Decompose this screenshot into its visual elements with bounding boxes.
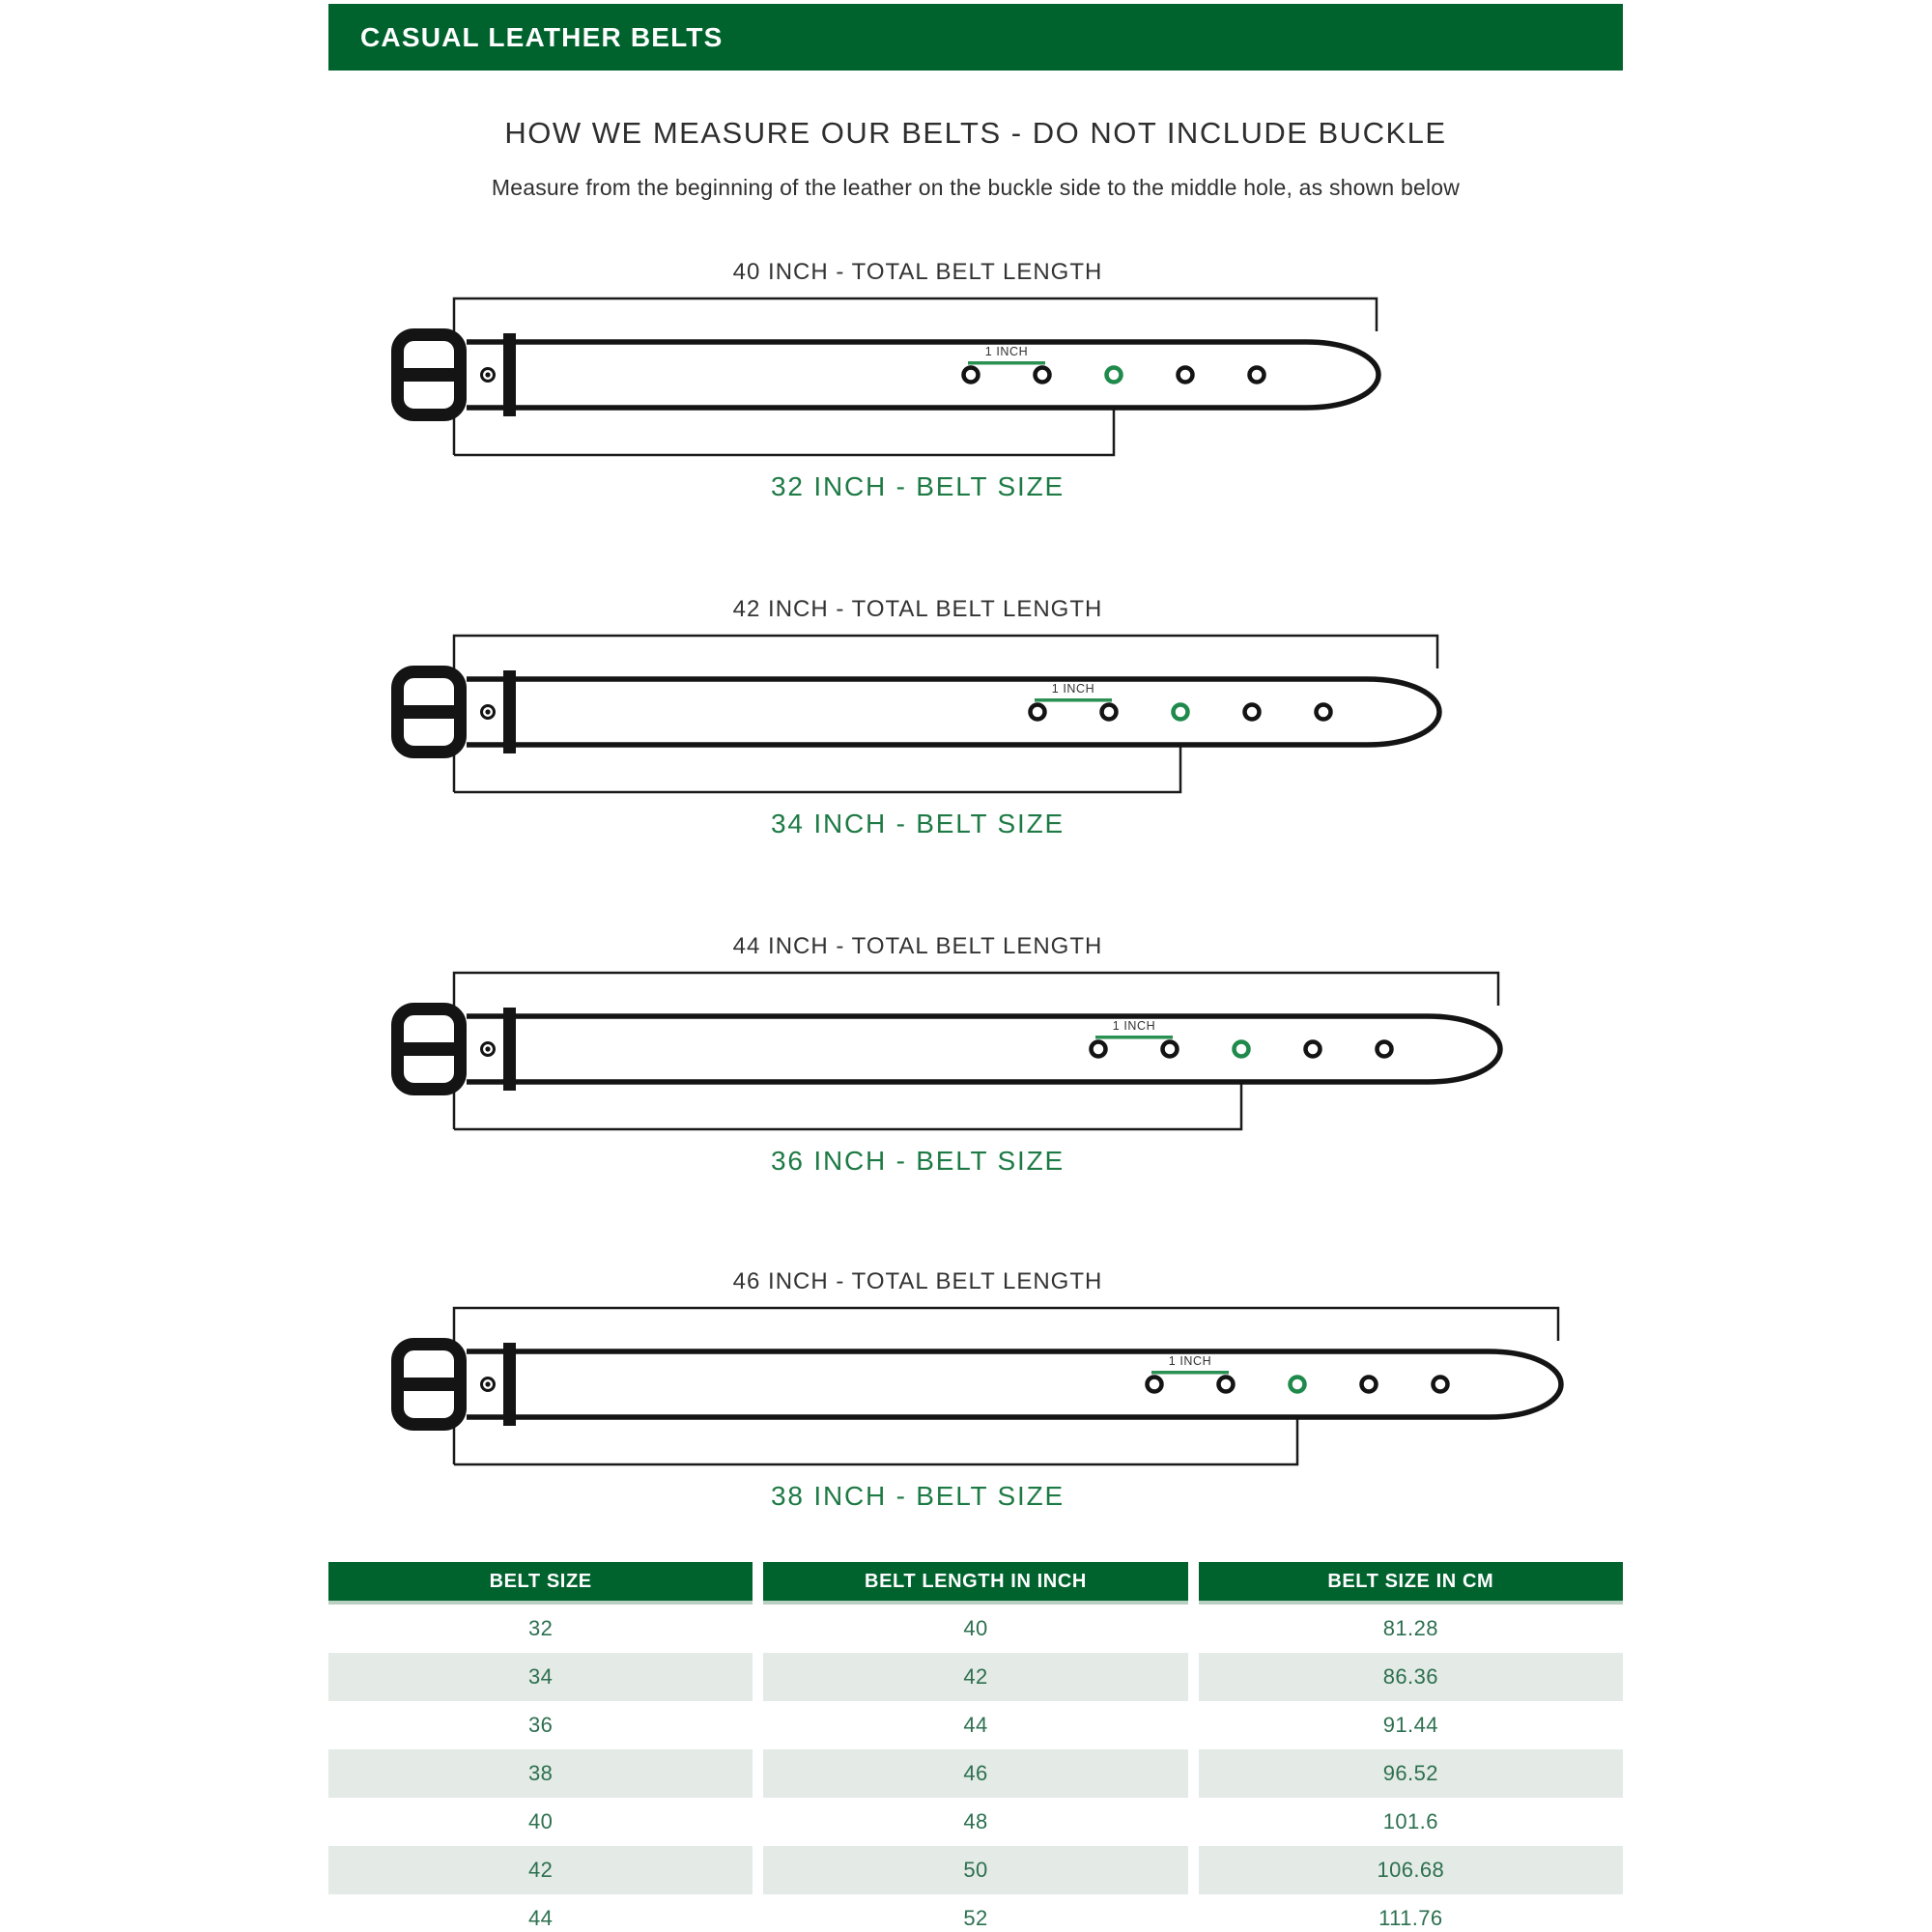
belt-buckle-bar [400, 705, 458, 719]
belt-size-label: 32 INCH - BELT SIZE [771, 471, 1065, 501]
table-cell: 40 [763, 1605, 1187, 1653]
table-cell: 46 [763, 1749, 1187, 1798]
table-cell: 48 [763, 1798, 1187, 1846]
belt-inch-marker-label: 1 INCH [1051, 682, 1095, 696]
belt-hole-middle-green [1235, 1042, 1249, 1057]
belt-inch-marker-label: 1 INCH [1112, 1019, 1156, 1033]
belt-strap [467, 342, 1378, 408]
one-inch-line [1095, 1036, 1173, 1039]
belt-hole-middle-green [1174, 705, 1188, 720]
table-cell: 42 [763, 1653, 1187, 1701]
table-cell: 86.36 [1199, 1653, 1623, 1701]
belt-hole [1250, 368, 1264, 383]
table-cell: 106.68 [1199, 1846, 1623, 1894]
table-row [328, 1894, 1623, 1932]
belt-rivet-dot [485, 372, 490, 377]
table-cell: 52 [763, 1894, 1187, 1932]
belt-total-length-label: 46 INCH - TOTAL BELT LENGTH [732, 1268, 1103, 1294]
belt-hole-middle-green [1107, 368, 1122, 383]
page-subtitle: Measure from the beginning of the leather on the buckle side to the middle hole, as shown below [491, 175, 1461, 200]
table-cell: 96.52 [1199, 1749, 1623, 1798]
table-cell: 38 [328, 1749, 753, 1798]
one-inch-line [968, 361, 1045, 365]
table-cell: 40 [328, 1798, 753, 1846]
belt-hole [1163, 1042, 1178, 1057]
table-row [328, 1749, 1623, 1798]
belt-strap [467, 1016, 1500, 1082]
table-row [328, 1653, 1623, 1701]
belt-diagram-46-inch [398, 1308, 1562, 1464]
belt-total-length-label: 40 INCH - TOTAL BELT LENGTH [732, 259, 1103, 285]
belt-keeper-loop [503, 1343, 516, 1426]
belt-hole [1317, 705, 1331, 720]
belt-hole [1036, 368, 1050, 383]
belt-hole-middle-green [1291, 1378, 1305, 1392]
belt-hole [1378, 1042, 1392, 1057]
belt-buckle-bar [400, 368, 458, 382]
table-cell: 111.76 [1199, 1894, 1623, 1932]
table-cell: 50 [763, 1846, 1187, 1894]
table-header-belt-size: BELT SIZE [328, 1562, 753, 1605]
belt-buckle-bar [400, 1042, 458, 1056]
belt-hole [1031, 705, 1045, 720]
belt-inch-marker-label: 1 INCH [984, 345, 1029, 358]
belt-rivet-dot [485, 1381, 490, 1386]
belt-buckle-bar [400, 1378, 458, 1391]
table-cell: 32 [328, 1605, 753, 1653]
page-title: HOW WE MEASURE OUR BELTS - DO NOT INCLUDE BUCKLE [504, 116, 1447, 150]
belt-hole [1148, 1378, 1162, 1392]
table-header-belt-length-inch: BELT LENGTH IN INCH [763, 1562, 1187, 1605]
belt-hole [1434, 1378, 1448, 1392]
table-cell: 91.44 [1199, 1701, 1623, 1749]
belt-rivet-dot [485, 1046, 490, 1051]
belt-hole [1179, 368, 1193, 383]
table-cell: 101.6 [1199, 1798, 1623, 1846]
belt-size-label: 36 INCH - BELT SIZE [771, 1146, 1065, 1176]
belt-size-label: 34 INCH - BELT SIZE [771, 809, 1065, 838]
belt-rivet-dot [485, 709, 490, 714]
belt-diagram-44-inch [398, 973, 1501, 1129]
belt-diagram-40-inch [398, 298, 1379, 455]
table-row [328, 1605, 1623, 1653]
belt-hole [1092, 1042, 1106, 1057]
belt-keeper-loop [503, 1008, 516, 1091]
belt-hole [1362, 1378, 1377, 1392]
belt-strap [467, 1351, 1561, 1417]
table-cell: 44 [328, 1894, 753, 1932]
size-table [328, 1562, 1623, 1932]
size-table-header [328, 1562, 1623, 1605]
table-cell: 34 [328, 1653, 753, 1701]
belt-hole [1245, 705, 1260, 720]
belt-inch-marker-label: 1 INCH [1168, 1354, 1212, 1368]
one-inch-line [1035, 698, 1112, 702]
belt-hole [1306, 1042, 1321, 1057]
belt-diagram-42-inch [398, 636, 1440, 792]
table-cell: 36 [328, 1701, 753, 1749]
belt-hole [964, 368, 979, 383]
belt-strap [467, 679, 1439, 745]
one-inch-line [1151, 1371, 1229, 1375]
table-cell: 44 [763, 1701, 1187, 1749]
banner-title: CASUAL LEATHER BELTS [360, 21, 724, 52]
table-row [328, 1846, 1623, 1894]
belt-total-length-label: 42 INCH - TOTAL BELT LENGTH [732, 596, 1103, 622]
belt-keeper-loop [503, 333, 516, 416]
belt-keeper-loop [503, 670, 516, 753]
belt-hole [1102, 705, 1117, 720]
table-row [328, 1798, 1623, 1846]
belt-size-label: 38 INCH - BELT SIZE [771, 1481, 1065, 1511]
table-row [328, 1701, 1623, 1749]
belt-total-length-label: 44 INCH - TOTAL BELT LENGTH [732, 933, 1103, 959]
table-cell: 81.28 [1199, 1605, 1623, 1653]
belt-hole [1219, 1378, 1234, 1392]
table-header-belt-size-cm: BELT SIZE IN CM [1199, 1562, 1623, 1605]
table-cell: 42 [328, 1846, 753, 1894]
